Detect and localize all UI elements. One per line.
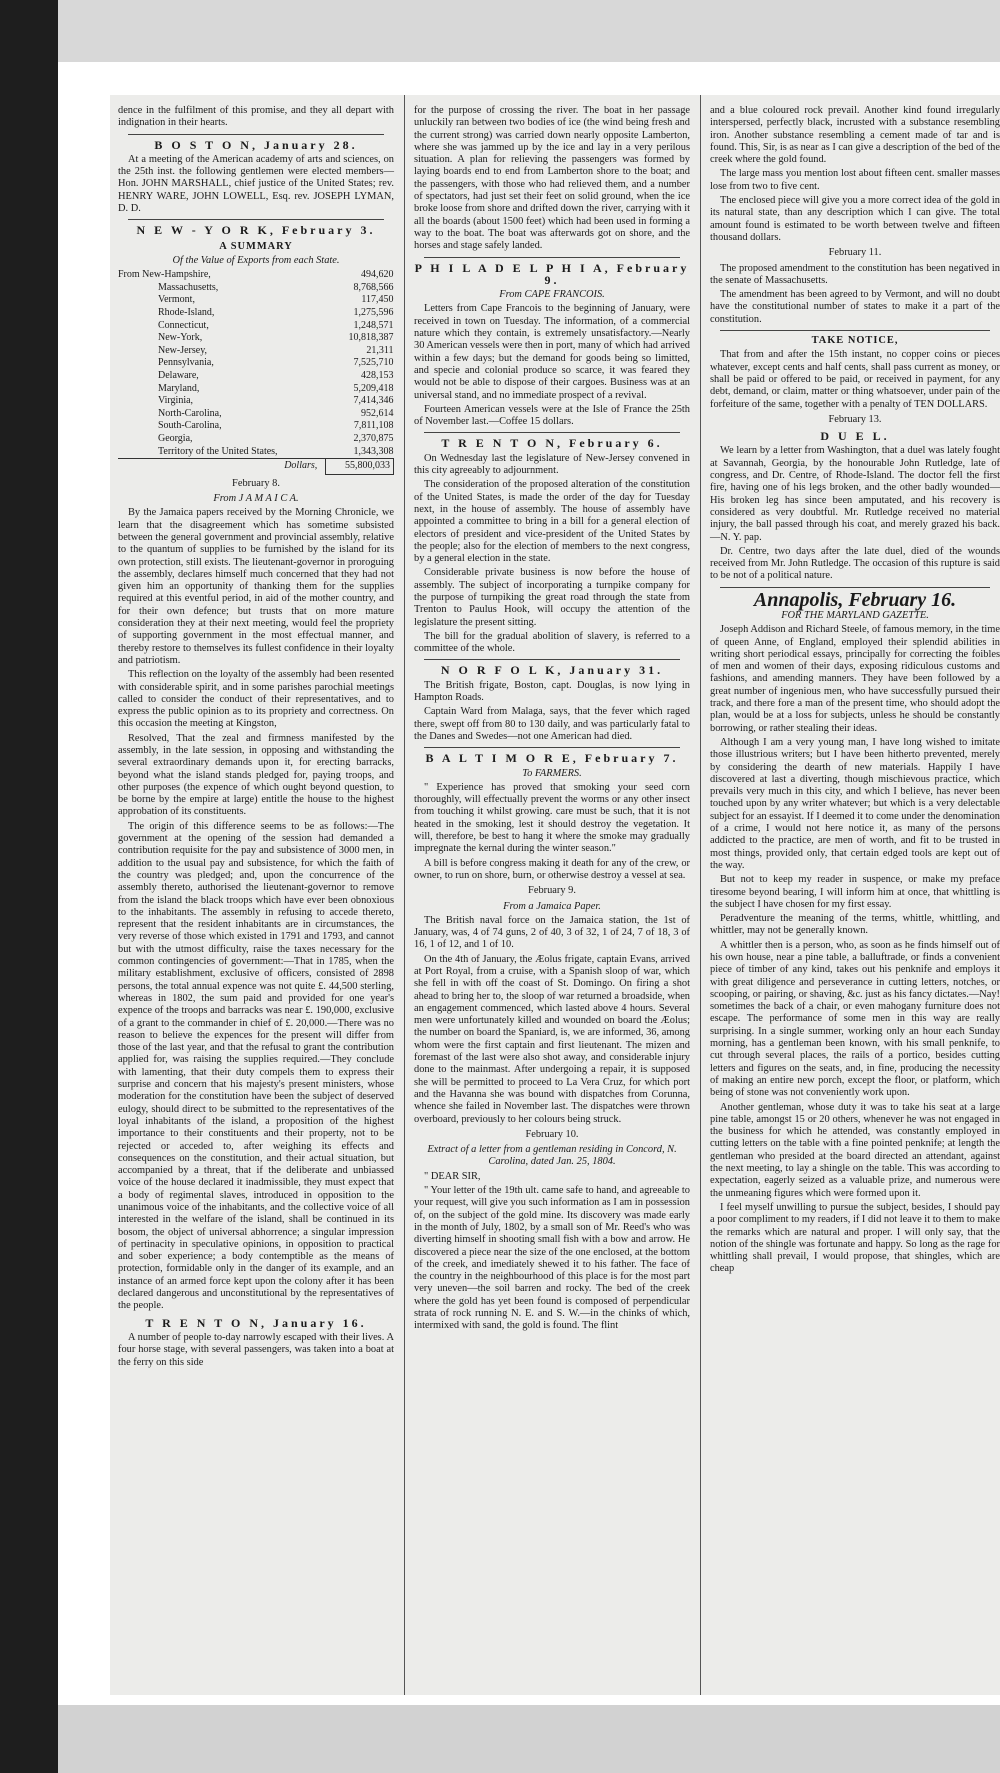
annapolis-paragraph: But not to keep my reader in suspence, or make my preface tiresome beyond bearing, I will inform him at once, that whittling is the subject I have chosen for my first essay.: [710, 874, 1000, 910]
exports-state: Territory of the United States,: [158, 445, 278, 457]
exports-state: Maryland,: [158, 382, 200, 394]
exports-row: [118, 269, 394, 282]
exports-state: Virginia,: [158, 395, 194, 407]
column-2: [414, 105, 690, 1335]
exports-row: [118, 446, 394, 459]
jamaica-heading: From J A M A I C A.: [213, 493, 299, 505]
feb9-paragraph: On the 4th of January, the Æolus frigate, captain Evans, arrived at Port Royal, from a cruise, with a Spanish sloop of war, which she fell in with off the coast of St. Domingo. On firing a shot ahead to bring her to, the sloop of war returned a broadside, when an engagement commenced, which lasted above 4 hours. Several men were unfortunately killed and wounded on board the Æolus; the number on board the Spaniard, is, we are informed, 36, among whom were the first captain and first lieutenant. The mizen and foremast of the last were also shot away, and considerable injury done to the mainmast. After undergoing a repair, it is supposed she will be permitted to proceed to La Vera Cruz, for which port and the Havanna she was bound with dispatches from Corunna, whence she failed in November last. The dispatches were thrown overboard, previously to her colours being struck.: [414, 953, 690, 1125]
exports-state: North-Carolina,: [158, 407, 222, 419]
exports-row: [118, 320, 394, 333]
exports-value: 2,370,875: [353, 432, 394, 444]
column-1: [118, 105, 394, 1371]
exports-row: [118, 395, 394, 408]
baltimore-paragraph: A bill is before congress making it death for any of the crew, or owner, to run on shore, burn, or otherwise destroy a vessel at sea.: [414, 857, 690, 881]
exports-state: Massachusetts,: [158, 281, 219, 293]
boston-text: At a meeting of the American academy of arts and sciences, on the 25th inst. the following gentlemen were elected members—Hon. JOHN MARSHALL, chief justice of the United States; rev. HENRY WARE, JOHN LOWELL, Esq. rev. JOSEPH LYMAN, D. D.: [118, 153, 394, 215]
exports-value: 7,525,710: [353, 357, 394, 369]
exports-state: New-York,: [158, 332, 203, 344]
feb11-paragraph: The proposed amendment to the constitution has been negatived in the senate of Massachusetts.: [710, 262, 1000, 286]
feb9-paragraph: The British naval force on the Jamaica station, the 1st of January, was, 4 of 74 guns, 2 of 40, 3 of 32, 1 of 24, 7 of 18, 3 of 16, 1 of 12, and 1 of 10.: [414, 914, 690, 951]
trenton-feb-paragraph: On Wednesday last the legislature of New-Jersey convened in this city agreeably to adjournment.: [414, 452, 690, 477]
philadelphia-paragraph: Letters from Cape Francois to the beginning of January, were received in town on Tuesday. The information, of a commercial nature which they contain, is extremely unsatisfactory.—Nearly 30 American vessels were then in port, many of which had arrived within a few days; but the demand for goods being so limitted, and specie and colonial produce so scarce, it was feared they would not be able to dispose of their cargoes. Business was at an universal stand, and no immediate prospect of a revival.: [414, 303, 690, 401]
summary-subtitle: Of the Value of Exports from each State.: [172, 254, 340, 266]
exports-state: Connecticut,: [158, 319, 209, 331]
jamaica-date: February 8.: [232, 477, 280, 489]
baltimore-paragraph: " Experience has proved that smoking your seed corn thoroughly, will effectually prevent the worms or any other insect from touching it whilst growing. care must be such, that it is not heated in the smoking, lest it should destroy the vegetation. It will, therefore, be best to hang it where the smoke may gradually impregnate the kernal during the winter season.": [414, 781, 690, 855]
column-rule: [700, 95, 701, 1695]
annapolis-heading: Annapolis, February 16.: [753, 588, 957, 611]
divider: [424, 747, 680, 748]
exports-value: 1,343,308: [353, 445, 394, 457]
jamaica-paragraph: The origin of this difference seems to be as follows:—The government at the opening of the session had demanded a contribution requisite for the pay and subsistence of 3000 men, in addition to the usual pay and subsistence, for which the faith of the country was pledged; and, upon the concurrence of the assembly thereto, authorised the lieutenant-governor to remove from the island the black troops which have ever been obnoxious to the inhabitants. The assembly in refusing to accede thereto, represent that the resident inhabitants are in circumstances, the very reverse of those which existed in 1791 and 1793, and cannot but with the utmost difficulty, raise the taxes necessary for the common contingencies of government:—That in 1785, when the military establishment, exclusive of officers, consisted of 2898 persons, the total annual expence was not quite £. 44,500 sterling, whereas in 1802, the sum paid and provided for one year's expence of the troops and barracks was near £. 190,000, exclusive of a grant to the commander in chief of £. 20,000.—There was no reason to believe the expences for the present will differ from those of the last year, and that the refusal to grant the contribution applied for, was raising the supplies required.—They conclude with lamenting, that their duty compels them to express their surprise and concern that his majesty's present ministers, whose moderation for the constitution have been the subject of deserved eulogy, should direct to be submitted to the representatives of the loyal inhabitants of the island, a proposition of the highest importance to their constituents and their property, not to be rejected or acceded to, after weighing its effects and consequences on the constitution, and their actual situation, but accompanied by a threat, that if the deliberate and unbiassed voice of the house declared it inadmissible, they must expect that a body of regimental slaves, introduced in opposition to the unanimous voice of the inhabitants, and the collective voice of all interested in the welfare of the island, shall be continued in its bosom, the object of universal abhorrence; a singular impression of pertinacity in speculative opinions, in opposition to practical and sober experience; a body contemptible as the means of protection, formidable only in the danger of its example, and an instance of an armed force kept upon the colony after it has been declared dangerous and unconstitutional by the representatives of the people.: [118, 820, 394, 1312]
exports-row: [118, 282, 394, 295]
exports-total-label: Dollars,: [118, 459, 326, 475]
divider: [720, 587, 990, 588]
norfolk-heading: N O R F O L K, January 31.: [440, 663, 664, 678]
column-1-opening: dence in the fulfilment of this promise, and they all depart with indignation in their hearts.: [118, 105, 394, 129]
trenton-feb-heading: T R E N T O N, February 6.: [441, 436, 663, 451]
column-rule: [404, 95, 405, 1695]
divider: [424, 257, 680, 258]
divider: [128, 219, 384, 220]
norfolk-paragraph: The British frigate, Boston, capt. Douglas, is now lying in Hampton Roads.: [414, 679, 690, 704]
baltimore-heading: B A L T I M O R E, February 7.: [425, 751, 679, 766]
exports-state: Rhode-Island,: [158, 307, 215, 319]
exports-row: [118, 294, 394, 307]
jamaica-paragraph: This reflection on the loyalty of the assembly had been resented with considerable spirit, and in some parishes parochial meetings called to consider the conduct of their representatives, and to express the public opinion as to its propriety and correctness. On this occasion the meeting at Kingston,: [118, 669, 394, 730]
exports-state: South-Carolina,: [158, 420, 222, 432]
exports-state: From New-Hampshire,: [118, 269, 211, 281]
annapolis-paragraph: Peradventure the meaning of the terms, whittle, whittling, and whittler, may not be generally known.: [710, 913, 1000, 937]
annapolis-paragraph: A whittler then is a person, who, as soon as he finds himself out of his own house, near a pine table, a balluftrade, or finds a convenient piece of timber of any kind, takes out his penknife and employs it with great diligence and perseverance in cutting letters, notches, or scooping, or pairing, or shaving, &c. just as his fancy dictates.—Nay! sometimes the back of a chair, or even mahogany furniture does not escape. The performance of some men in this way are really surprising. In a single summer, working only an hour each Sunday morning, has a gentleman been known, with his small penknife, to cut through several places, the rails of a portico, besides cutting letters and figures on the seats, and, in fine, producing the necessity of making an entire new porch, except the floor, or platform, which being of stone was not conveniently work upon.: [710, 939, 1000, 1099]
scan-border-top: [58, 0, 1000, 62]
divider: [424, 659, 680, 660]
baltimore-subheading: To FARMERS.: [522, 767, 582, 779]
annapolis-paragraph: Joseph Addison and Richard Steele, of famous memory, in the time of queen Anne, of England, employed their splendid abilities in writing short periodical essays, principally for correcting the foibles of men and women of their days, exposing ridiculous customs and fashions, and amending manners. They have been followed by a great number of ingenious men, who have successfully pursued their track, and there fore a man of the present time, who should adopt the plan, would be at a loss for subjects, unless he should be constantly borrowing, or rather stealing their ideas.: [710, 624, 1000, 734]
exports-total-row: [118, 459, 394, 475]
exports-row: [118, 408, 394, 421]
exports-row: [118, 332, 394, 345]
newyork-heading: N E W - Y O R K, February 3.: [136, 223, 376, 238]
duel-paragraph: We learn by a letter from Washington, that a duel was lately fought at Savannah, Georgia, by the honourable John Rutledge, late of congress, and Dr. Centre, of Rhode-Island. The doctor fell the first fire, having one of his legs broken, and the other badly wounded—His broken leg has since been amputated, and his recovery is considered as very doubtful. Mr. Rutledge received no material injury, the ball passed through his coat, and merely grazed his back.—N. Y. pap.: [710, 445, 1000, 543]
exports-state: Delaware,: [158, 370, 199, 382]
exports-value: 952,614: [361, 407, 394, 419]
trenton-jan-heading: T R E N T O N, January 16.: [145, 1315, 367, 1330]
exports-state: New-Jersey,: [158, 344, 208, 356]
feb11-date: February 11.: [828, 247, 882, 259]
column-2-opening: for the purpose of crossing the river. The boat in her passage unluckily ran between two bodies of ice (the wind being fresh and the current strong) was carried down nearly opposite Lamberton, where she was jammed up by the ice and lay in a very perilous situation. A plan for relieving the passengers was formed by laying boards end to end from Lamberton shore to the boat; and the passengers, with those who had relieved them, and a number of spectators, had just set their feet on solid ground, when the ice broke loose from shore and drifted down the river, carrying with it all the boards (about 1500 feet) which had been used in forming a way to the boat. The boat was afterwards got on shore, and the horses and stage safely landed.: [414, 105, 691, 252]
exports-value: 8,768,566: [353, 281, 394, 293]
exports-state: Vermont,: [158, 294, 195, 306]
annapolis-paragraph: Although I am a very young man, I have long wished to imitate those illustrious writers; but I have been hitherto prevented, merely by considering the dearth of new materials. Happily I have discovered at last a diverting, though mischievous practice, which prevails very much in this city, and which I believe, has never been touched upon by any writer whatever; but which is a very delectable subject for an essayist. If I deemed it to come under the denomination of a crime, I would not here notice it, as many of the persons addicted to the practice, are men of worth, and fit to be trusted in most things, provided only, that certain edged tools are kept out of the way.: [710, 736, 1000, 871]
feb13-date: February 13.: [828, 413, 882, 425]
exports-state: Georgia,: [158, 432, 193, 444]
feb9-date: February 9.: [528, 885, 576, 897]
annapolis-paragraph: Another gentleman, whose duty it was to take his seat at a large pine table, amongst 15 or 20 others, whenever he was not engaged in the business for which he attended, was constantly employed in cutting letters on the table with a fine pointed penknife; at length the gentleman who presided at the board directed an attendant, against the next meeting, to lay a shingle on the table. This was according to expectation, eagerly seized as a valuable prize, and numerous were the unmeaning figures which were formed upon it.: [710, 1101, 1000, 1199]
norfolk-paragraph: Captain Ward from Malaga, says, that the fever which raged there, swept off from 80 to 130 daily, and was particularly fatal to the Danes and Swedes—not one American had died.: [414, 706, 690, 742]
divider: [128, 134, 384, 135]
duel-heading: D U E L.: [820, 429, 890, 444]
jamaica-paragraph: By the Jamaica papers received by the Morning Chronicle, we learn that the disagreement which has sometime subsisted between the general government and provincial assembly, relative to the quantum of supplies to be furnished by the island for its own protection, still exists. The lieutenant-governor in proroguing the assembly, declares himself much concerned that they had not given him an opportunity of thanking them for the supplies required at this eventful period, in aid of the mother country, and for their own defence; but trusts that on more mature consideration they at their next meeting, would feel the propriety of supporting government in the most effectual manner, and thereby restore to themselves its fullest confidence in their loyalty and patriotism.: [118, 507, 394, 666]
exports-value: 494,620: [361, 269, 394, 281]
feb10-salutation: " DEAR SIR,: [424, 1170, 481, 1182]
newspaper-page: [110, 95, 1000, 1695]
trenton-jan-text: A number of people to-day narrowly escaped with their lives. A four horse stage, with several passengers, was taken into a boat at the ferry on this side: [118, 1331, 394, 1368]
column-3-opening: and a blue coloured rock prevail. Another kind found irregularly interspersed, perfectly black, incrusted with a substance resembling iron. Another substance resembling a cement made of tar and is found. This, Sir, is as near as I can give a description of the bed of the creek where the gold found.: [710, 105, 1000, 166]
trenton-feb-paragraph: The consideration of the proposed alteration of the constitution of the United States, is made the order of the day for Tuesday next, in the house of assembly. The house of assembly have appointed a committee to bring in a bill for a general election of electors of president and vice-president of the United States by the people; also for the election of members to the next congress, by a general election in the state.: [414, 479, 690, 565]
exports-value: 5,209,418: [353, 382, 394, 394]
exports-state: Pennsylvania,: [158, 357, 214, 369]
trenton-feb-paragraph: The bill for the gradual abolition of slavery, is referred to a committee of the whole.: [414, 630, 690, 655]
jamaica-paragraph: Resolved, That the zeal and firmness manifested by the assembly, in the late session, in opposing and withstanding the several extraordinary demands upon it, for erecting barracks, beyond what the island stands pledged for, paying troops, and other purposes (the expence of which ought beyond question, to be borne by the empire at large) entitle the house to the highest approbation of its constituents.: [118, 732, 394, 818]
exports-value: 7,414,346: [353, 395, 394, 407]
notice-heading: TAKE NOTICE,: [811, 335, 899, 347]
exports-row: [118, 357, 394, 370]
duel-paragraph: Dr. Centre, two days after the late duel, died of the wounds received from Mr. John Rutledge. The occasion of this rupture is said to be not of a political nature.: [710, 545, 1000, 582]
column-3-paragraph: The large mass you mention lost about fifteen cent. smaller masses lose from two to five cent.: [710, 168, 1000, 192]
exports-value: 1,248,571: [353, 319, 394, 331]
exports-value: 117,450: [361, 294, 394, 306]
exports-value: 1,275,596: [353, 307, 394, 319]
feb10-date: February 10.: [525, 1128, 579, 1140]
exports-value: 10,818,387: [348, 332, 394, 344]
annapolis-subheading: FOR THE MARYLAND GAZETTE.: [781, 609, 929, 621]
exports-total-value: 55,800,033: [326, 459, 394, 475]
scan-border-left: [0, 0, 58, 1773]
exports-row: [118, 345, 394, 358]
divider: [424, 432, 680, 433]
feb10-subheading: Extract of a letter from a gentleman residing in Concord, N. Carolina, dated Jan. 25, 1804.: [427, 1144, 677, 1168]
exports-value: 7,811,108: [353, 420, 394, 432]
feb11-paragraph: The amendment has been agreed to by Vermont, and will no doubt have the constitutional number of states to make it a part of the constitution.: [710, 289, 1000, 325]
feb9-subheading: From a Jamaica Paper.: [503, 900, 601, 912]
exports-row: [118, 420, 394, 433]
column-3-paragraph: The enclosed piece will give you a more correct idea of the gold in its natural state, than any description which I can give. The total amount found is estimated to be worth between twelve and fifteen thousand dollars.: [710, 195, 1000, 243]
exports-row: [118, 307, 394, 320]
summary-title: A SUMMARY: [219, 240, 293, 252]
exports-row: [118, 370, 394, 383]
trenton-feb-paragraph: Considerable private business is now before the house of assembly. The subject of incorporating a turnpike company for the purpose of turnpiking the great road through the state from Trenton to Paulus Hook, will occupy the attention of the legislature the present sitting.: [414, 567, 690, 628]
exports-row: [118, 433, 394, 446]
boston-heading: B O S T O N, January 28.: [154, 137, 358, 152]
philadelphia-paragraph: Fourteen American vessels were at the Isle of France the 25th of November last.—Coffee 15 dollars.: [414, 403, 690, 428]
annapolis-paragraph: I feel myself unwilling to pursue the subject, besides, I should pay a poor compliment to my readers, if I did not leave it to them to make the remarks which are natural and proper. I will only say, that the notion of the shingle was fortunate and happy. So long as the rage for whittling shall prevail, I would propose, that shingles, which are cheap: [710, 1201, 1000, 1275]
feb10-text: " Your letter of the 19th ult. came safe to hand, and agreeable to your request, will give you such information as I am in possession of, on the subject of the gold mine. Its discovery was made early in the month of July, 1802, by a small son of Mr. Reed's who was diverting himself in shooting small fish with a bow and arrow. He discovered a piece near the size of the one enclosed, at the bottom of the creek, and imediately shewed it to his father. The face of the country in the neighbourhood of this place is for the most part very uneven—the soil barren and rocky. The bed of the creek where the gold has yet been found is composed of perpendicular strata of rock running N. E. and S. W.—in the chinks of which, intermixed with sand, the gold is found. The flint: [414, 1185, 690, 1332]
exports-row: [118, 383, 394, 396]
exports-value: 428,153: [361, 370, 394, 382]
philadelphia-subheading: From CAPE FRANCOIS.: [499, 289, 605, 301]
divider: [720, 330, 990, 331]
exports-value: 21,311: [366, 344, 394, 356]
column-3: [710, 105, 1000, 1278]
scan-border-bottom: [58, 1705, 1000, 1773]
exports-table: [118, 269, 394, 475]
philadelphia-heading: P H I L A D E L P H I A, February 9.: [414, 260, 690, 287]
notice-text: That from and after the 15th instant, no copper coins or pieces whatever, except cents and half cents, shall pass current as money, or shall be paid or offered to be paid, or received in payment, for any debt, demand, or claim, matter or thing whatsoever, under pain of the forfeiture of the same, together with a penalty of TEN DOLLARS.: [710, 349, 1000, 410]
